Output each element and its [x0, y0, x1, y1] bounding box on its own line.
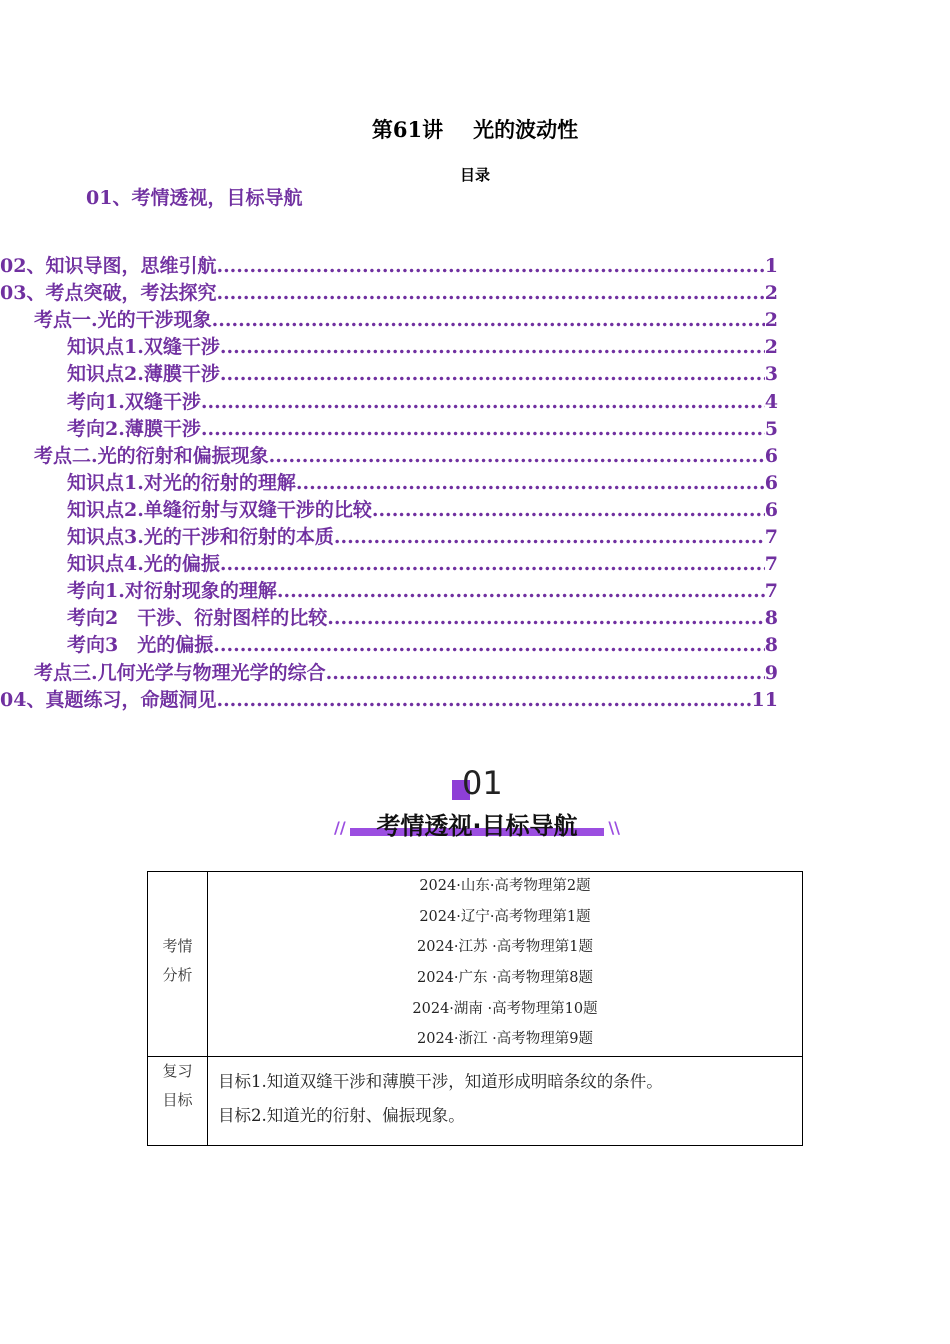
toc-entry[interactable]: [67, 602, 778, 629]
toc-leader-dots: [334, 526, 765, 548]
toc-entry-label: 知识点1.对光的衍射的理解: [67, 471, 296, 494]
toc-entry-page: 7: [764, 580, 778, 603]
toc-leader-dots: [269, 445, 765, 467]
toc-entry[interactable]: [67, 629, 778, 656]
toc-entry[interactable]: [67, 548, 778, 575]
toc-entry-label: 考点三.几何光学与物理光学的综合: [34, 661, 326, 684]
toc-entry-page: 2: [764, 309, 778, 332]
toc-entry-label: 知识点3.光的干涉和衍射的本质: [67, 526, 334, 548]
toc-entry-label: 知识点1.双缝干涉: [67, 336, 220, 359]
toc-entry-page: 6: [764, 444, 778, 467]
toc-leader-dots: [296, 472, 765, 494]
toc-entry[interactable]: [67, 521, 778, 548]
toc-leader-dots: [201, 391, 765, 413]
toc-entry[interactable]: [67, 494, 778, 521]
toc-entry-page: 6: [764, 498, 778, 521]
page-title: [0, 114, 950, 144]
toc-entry-page: 2: [764, 282, 778, 305]
toc-leader-dots: [327, 607, 765, 629]
toc-leader-dots: [216, 255, 764, 277]
toc-leader-dots: [220, 363, 765, 385]
section-number-badge: [452, 764, 502, 804]
toc-entry-label: 知识点2.薄膜干涉: [67, 363, 220, 386]
goal-list: [208, 1057, 803, 1146]
toc-entry-label: 考点二.光的衍射和偏振现象: [34, 444, 269, 467]
row-label-text: 考情分析: [162, 937, 193, 984]
section-number: 01: [462, 764, 503, 802]
toc-entry-page: 8: [764, 607, 778, 630]
toc-entry-label: 考向1.对衍射现象的理解: [67, 580, 277, 603]
toc-entry-page: 9: [764, 661, 778, 684]
toc-entry-label: 考向3 光的偏振: [67, 634, 214, 657]
exam-item: 2024·江苏 ·高考物理第1题: [417, 939, 593, 956]
toc-entry-page: 4: [764, 390, 778, 413]
toc-entry[interactable]: [34, 657, 778, 684]
row-label-analysis: [148, 872, 208, 1057]
toc-entry-page: 11: [751, 688, 778, 711]
lecture-topic: 光的波动性: [473, 117, 579, 142]
toc-entry-label: 考向2.薄膜干涉: [67, 417, 201, 440]
toc-leader-dots: [220, 336, 765, 358]
toc-entry[interactable]: [34, 440, 778, 467]
exam-item: 2024·湖南 ·高考物理第10题: [412, 1000, 598, 1017]
toc-leader-dots: [216, 689, 751, 711]
row-label-text: 复习目标: [162, 1062, 193, 1110]
toc-entry-label: 03、考点突破，考法探究: [0, 282, 217, 305]
toc-entry-page: 7: [764, 526, 778, 548]
toc-leader-dots: [326, 662, 765, 684]
toc-entry-label: 04、真题练习，命题洞见: [0, 688, 217, 711]
exam-item: 2024·广东 ·高考物理第8题: [417, 970, 593, 987]
table-row: [148, 872, 803, 1057]
toc-entry[interactable]: [0, 684, 778, 711]
toc-leader-dots: [372, 499, 765, 521]
exam-item: 2024·浙江 ·高考物理第9题: [417, 1031, 593, 1048]
toc-leader-dots: [277, 580, 765, 602]
toc-entry[interactable]: [67, 413, 778, 440]
toc-leader-dots: [213, 634, 765, 656]
toc-leader-dots: [216, 282, 764, 304]
goal-item: 目标2.知道光的衍射、偏振现象。: [218, 1106, 465, 1126]
banner-left-slash-icon: //: [334, 818, 346, 837]
toc-entry-label: 知识点2.单缝衍射与双缝干涉的比较: [67, 498, 372, 521]
toc-leader-dots: [212, 309, 765, 331]
section-title: 考情透视·目标导航: [376, 812, 578, 840]
toc-leader-dots: [201, 418, 765, 440]
exam-list: [208, 872, 803, 1057]
toc-entry-page: 8: [764, 634, 778, 657]
toc-entry[interactable]: [0, 250, 778, 277]
toc-entry-label: 考向1.双缝干涉: [67, 390, 201, 413]
toc-entry[interactable]: [67, 331, 778, 358]
toc-entry[interactable]: [0, 277, 778, 304]
table-row: [148, 1057, 803, 1146]
toc-entry-page: 2: [764, 336, 778, 359]
toc-entry[interactable]: [86, 185, 326, 212]
exam-analysis-table: [147, 871, 803, 1146]
toc-heading: 目录: [459, 166, 490, 184]
toc-entry-page: 7: [764, 553, 778, 576]
toc-entry-page: 3: [764, 363, 778, 386]
goal-item: 目标1.知道双缝干涉和薄膜干涉，知道形成明暗条纹的条件。: [218, 1072, 663, 1092]
toc-entry-label: 考向2 干涉、衍射图样的比较: [67, 607, 328, 630]
toc-entry[interactable]: [34, 304, 778, 331]
toc-entry-label: 02、知识导图，思维引航: [0, 255, 217, 277]
toc-entry-label: 知识点4.光的偏振: [67, 553, 220, 576]
lecture-number: 第61讲: [371, 117, 444, 142]
toc-entry[interactable]: [67, 358, 778, 385]
toc-entry-label: 考点一.光的干涉现象: [34, 309, 212, 332]
toc-entry[interactable]: [67, 575, 778, 602]
exam-item: 2024·山东·高考物理第2题: [419, 878, 591, 894]
row-label-goals: [148, 1057, 208, 1146]
exam-item: 2024·辽宁·高考物理第1题: [419, 908, 591, 925]
section-banner: [334, 806, 620, 842]
toc-entry-page: 1: [764, 255, 778, 277]
toc-entry-label: 01、考情透视，目标导航: [86, 187, 303, 209]
banner-right-slash-icon: \\: [608, 818, 620, 837]
toc-entry-page: 6: [764, 471, 778, 494]
toc-entry[interactable]: [67, 386, 778, 413]
toc-entry-page: 5: [764, 417, 778, 440]
toc-entry[interactable]: [67, 467, 778, 494]
toc-leader-dots: [220, 553, 765, 575]
